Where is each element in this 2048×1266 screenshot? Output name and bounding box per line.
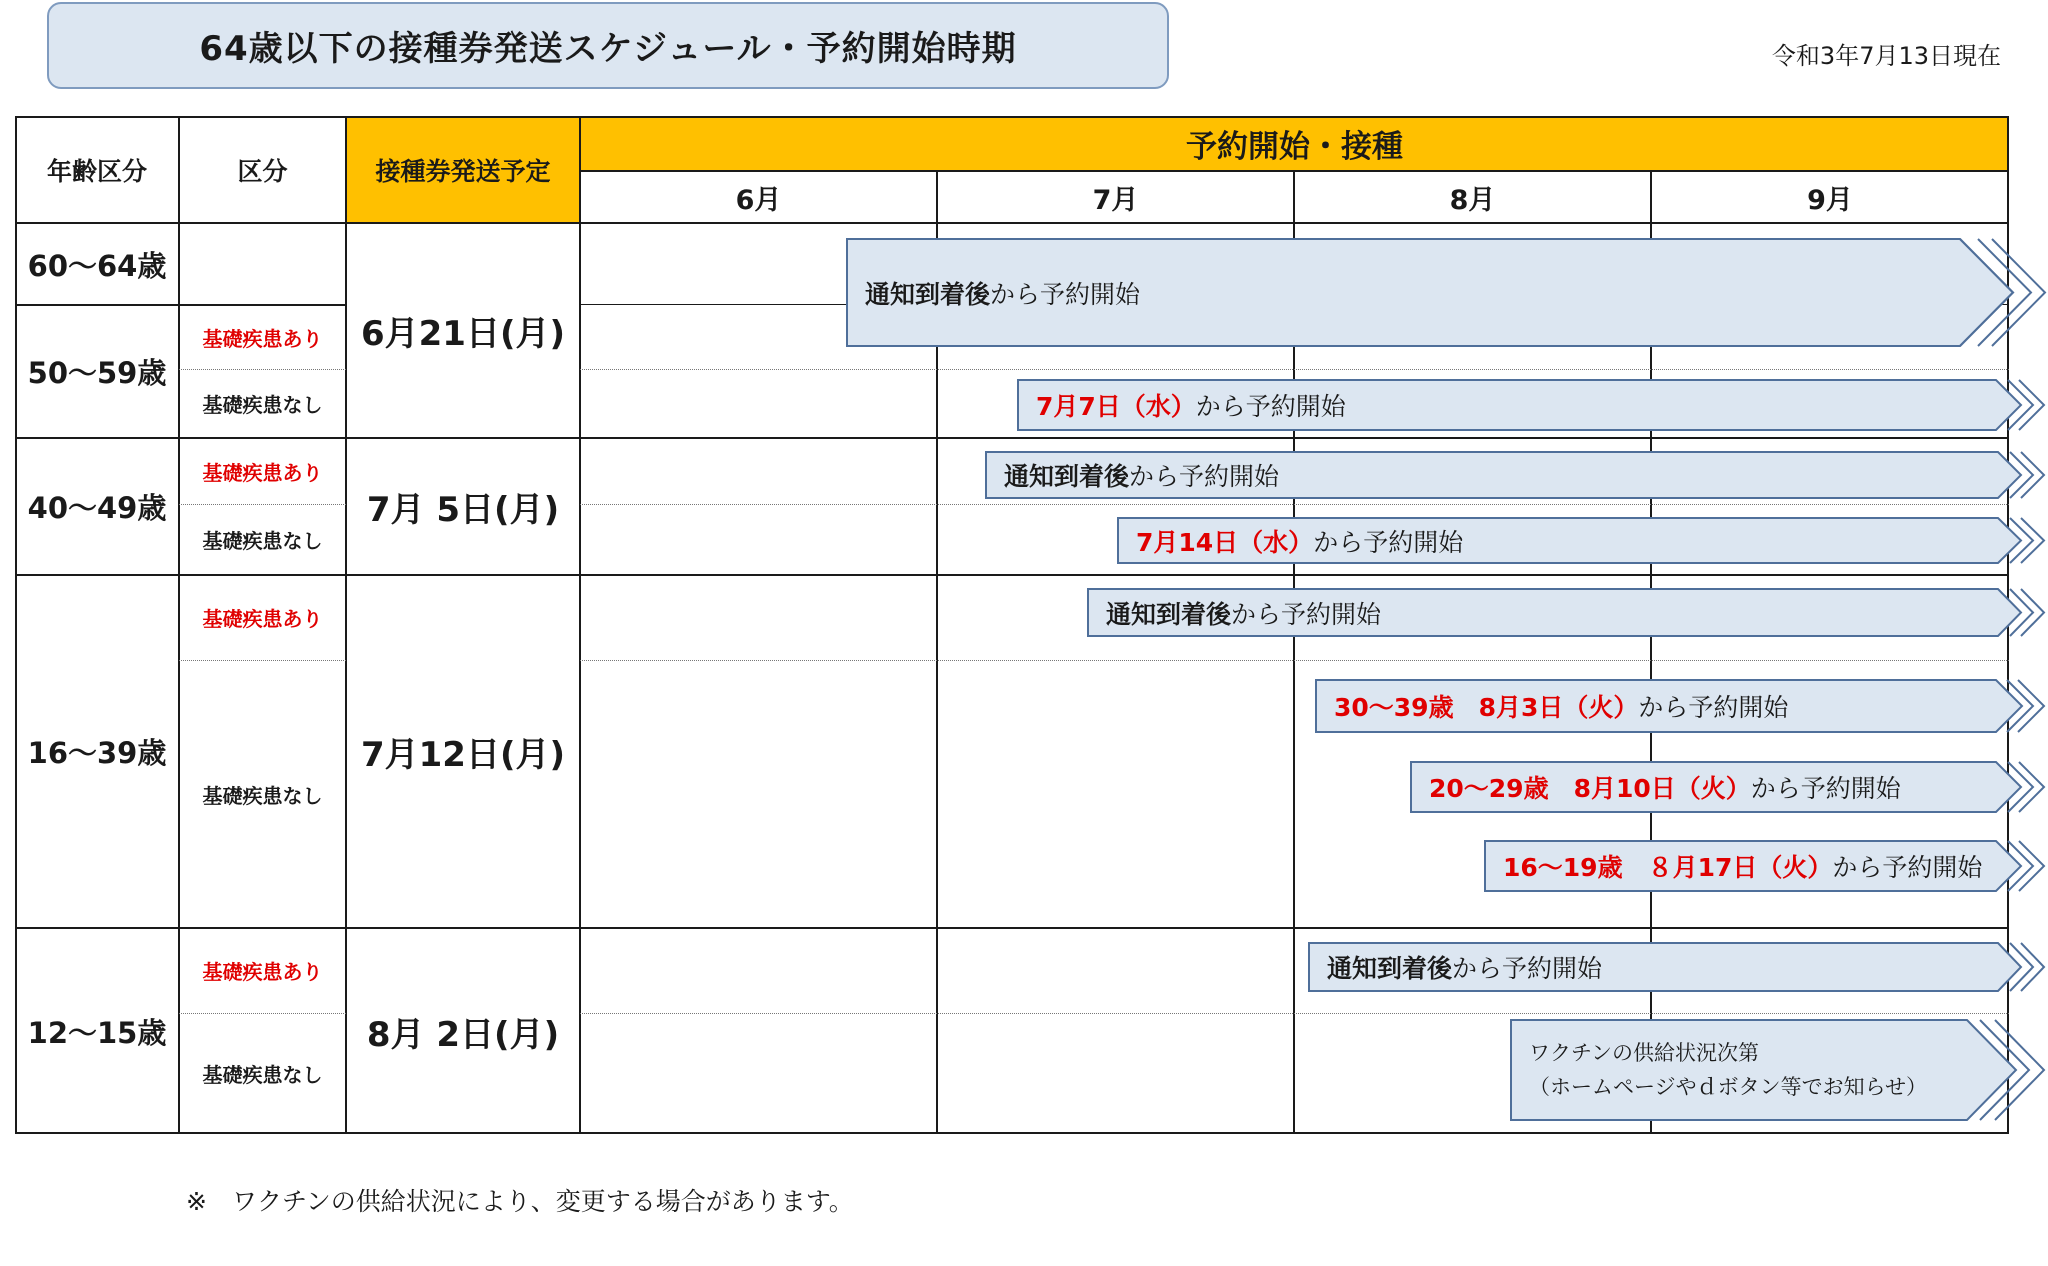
bar3-bold: 通知到着後 — [1004, 462, 1130, 491]
bar-60-59-notice — [847, 239, 2045, 346]
send-date-1: 6月21日(月) — [360, 314, 566, 354]
bar-40-49-with — [986, 452, 2044, 498]
bar-16-39-with — [1088, 589, 2044, 636]
bar-12-15-without — [1511, 1020, 2044, 1120]
bar1-bold: 通知到着後 — [865, 279, 991, 309]
bar4-red: 7月14日（水） — [1136, 527, 1314, 557]
hline-header-mid — [580, 170, 2009, 172]
bar2-rest: から予約開始 — [1195, 392, 1346, 421]
cond-without-12-15: 基礎疾患なし — [202, 1063, 323, 1087]
as-of-date: 令和3年7月13日現在 — [1771, 42, 2001, 70]
age-16-39: 16～39歳 — [27, 736, 167, 770]
bar10-line1: ワクチンの供給状況次第 — [1529, 1041, 1759, 1065]
hline-group-3 — [15, 574, 2009, 576]
bar-50-59-without — [1018, 380, 2044, 430]
cond-with-40-49: 基礎疾患あり — [202, 460, 323, 485]
bar8-rest: から予約開始 — [1832, 853, 1983, 882]
hline-group-2 — [15, 437, 2009, 439]
title-box — [47, 2, 1169, 89]
header-age: 年齢区分 — [46, 156, 147, 186]
bar-20-29 — [1411, 762, 2044, 812]
bar2-red: 7月7日（水） — [1036, 392, 1196, 421]
dotline-2b — [580, 504, 2009, 505]
bar9-bold: 通知到着後 — [1327, 954, 1453, 983]
cond-without-16-39: 基礎疾患なし — [202, 783, 323, 808]
hline-group-4 — [15, 927, 2009, 929]
dotline-3b — [580, 660, 2009, 661]
month-sep: 9月 — [1807, 184, 1853, 216]
page-title: 64歳以下の接種券発送スケジュール・予約開始時期 — [199, 29, 1017, 69]
bar5-rest: から予約開始 — [1231, 599, 1382, 629]
age-40-49: 40～49歳 — [27, 491, 167, 525]
dotline-1b — [580, 369, 2009, 370]
dotline-2a — [179, 504, 346, 505]
bar4-rest: から予約開始 — [1313, 527, 1464, 557]
dotline-3a — [179, 660, 346, 661]
send-date-4: 8月 2日(月) — [366, 1014, 560, 1055]
header-category: 区分 — [237, 156, 288, 186]
footnote: ※ ワクチンの供給状況により、変更する場合があります。 — [186, 1187, 854, 1216]
border-bottom — [15, 1132, 2009, 1134]
bar9-rest: から予約開始 — [1452, 954, 1603, 983]
month-aug: 8月 — [1449, 184, 1496, 216]
send-date-2: 7月 5日(月) — [366, 490, 560, 530]
dotline-4a — [179, 1013, 346, 1014]
border-left — [15, 116, 17, 1134]
month-jun: 6月 — [735, 184, 782, 216]
bar-12-15-with — [1309, 943, 2044, 991]
cond-without-40-49: 基礎疾患なし — [202, 529, 323, 553]
month-jul: 7月 — [1092, 184, 1139, 216]
bar8-red: 16～19歳 ８月17日（火） — [1503, 853, 1833, 882]
bar6-red: 30～39歳 8月3日（火） — [1334, 693, 1639, 722]
bar3-rest: から予約開始 — [1129, 462, 1280, 491]
vline-2 — [345, 116, 347, 1134]
send-date-3: 7月12日(月) — [360, 735, 566, 775]
bar1-rest: から予約開始 — [990, 279, 1141, 309]
bar-40-49-without — [1118, 518, 2044, 563]
header-send: 接種券発送予定 — [375, 156, 551, 186]
bar7-red: 20～29歳 8月10日（火） — [1429, 774, 1751, 803]
cond-with-12-15: 基礎疾患あり — [202, 960, 323, 984]
bar-16-19 — [1485, 841, 2044, 891]
vline-3 — [579, 116, 581, 1134]
bar5-bold: 通知到着後 — [1106, 599, 1232, 629]
hline-60-50-left — [15, 304, 346, 306]
hline-header-bottom — [15, 222, 2009, 224]
cond-with-50-59: 基礎疾患あり — [202, 326, 323, 351]
header-reserve: 予約開始・接種 — [1186, 129, 1403, 165]
bar6-rest: から予約開始 — [1638, 693, 1789, 722]
age-50-59: 50～59歳 — [27, 356, 167, 390]
bar-30-39 — [1316, 680, 2044, 732]
bar10-line2: （ホームページやｄボタン等でお知らせ） — [1529, 1075, 1927, 1099]
dotline-4b — [580, 1013, 2009, 1014]
bar7-rest: から予約開始 — [1750, 774, 1901, 803]
border-top — [15, 116, 2009, 118]
dotline-1a — [179, 369, 346, 370]
age-12-15: 12～15歳 — [27, 1015, 167, 1050]
vline-1 — [178, 116, 180, 1134]
cond-with-16-39: 基礎疾患あり — [202, 607, 323, 631]
cond-without-50-59: 基礎疾患なし — [202, 393, 323, 417]
age-60-64: 60～64歳 — [27, 248, 167, 283]
